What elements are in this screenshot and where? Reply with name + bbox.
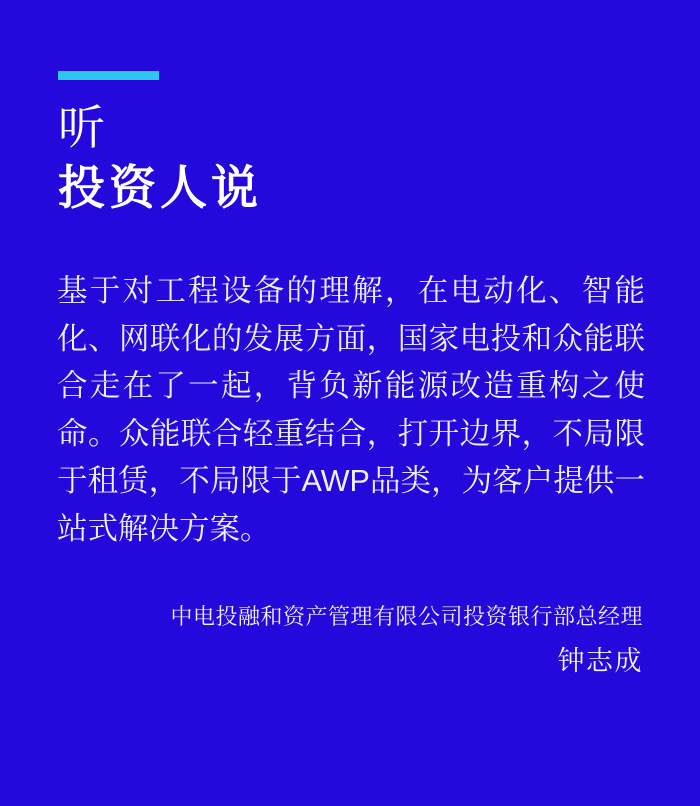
- header-eyebrow: 听: [58, 101, 106, 154]
- accent-bar: [58, 71, 159, 80]
- quote-paragraph: [57, 268, 645, 553]
- quote-line: 站式解决方案。: [57, 511, 271, 546]
- quote-line: 于租赁，不局限于AWP品类，为客户提供一: [57, 464, 645, 498]
- quote-line: 命。众能联合轻重结合，打开边界，不局限: [57, 416, 645, 451]
- quote-line: 化、网联化的发展方面，国家电投和众能联: [57, 321, 645, 356]
- attribution-name: 钟志成: [557, 646, 643, 676]
- quote-line: 基于对工程设备的理解，在电动化、智能: [57, 274, 645, 308]
- attribution-company-title: 中电投融和资产管理有限公司投资银行部总经理: [170, 604, 643, 629]
- page-title: 投资人说: [58, 161, 262, 214]
- quote-line: 合走在了一起，背负新能源改造重构之使: [57, 369, 645, 403]
